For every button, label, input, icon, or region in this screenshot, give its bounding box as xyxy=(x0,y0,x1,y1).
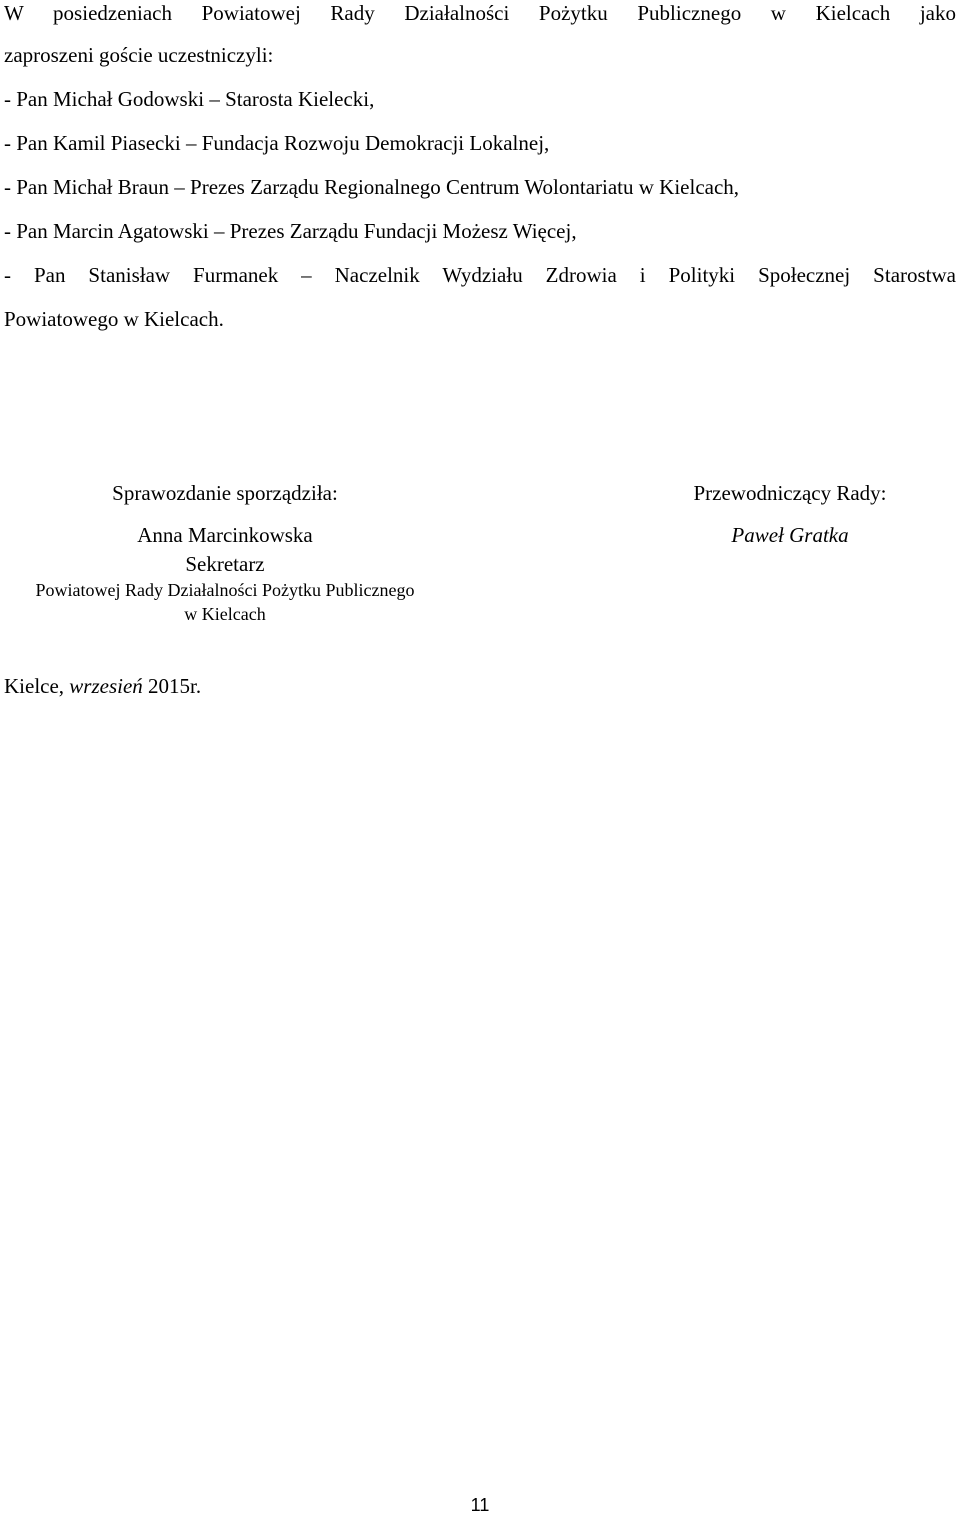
intro-line-2: zaproszeni goście uczestniczyli: xyxy=(4,43,274,67)
chairman-heading: Przewodniczący Rady: xyxy=(693,481,887,505)
date-line xyxy=(4,673,201,699)
guest-item: - Pan Stanisław Furmanek – Naczelnik Wydziału Zdrowia i Polityki Społecznej Starostwa xyxy=(4,263,956,287)
page-number: 11 xyxy=(470,1495,490,1515)
author-org-line-1: Powiatowej Rady Działalności Pożytku Publicznego xyxy=(35,580,415,600)
chairman-name: Paweł Gratka xyxy=(731,523,849,547)
author-org-line-2: w Kielcach xyxy=(184,604,266,624)
date-month: wrzesień xyxy=(69,674,143,698)
guest-item: - Pan Kamil Piasecki – Fundacja Rozwoju Demokracji Lokalnej, xyxy=(4,131,550,155)
report-author-heading: Sprawozdanie sporządziła: xyxy=(112,481,338,505)
guest-item: Powiatowego w Kielcach. xyxy=(4,307,224,331)
guest-item: - Pan Marcin Agatowski – Prezes Zarządu Fundacji Możesz Więcej, xyxy=(4,219,577,243)
author-name: Anna Marcinkowska xyxy=(137,523,313,547)
date-year: 2015r. xyxy=(142,674,202,698)
intro-line-1: W posiedzeniach Powiatowej Rady Działalności Pożytku Publicznego w Kielcach jako xyxy=(4,1,956,25)
date-city: Kielce, xyxy=(4,674,70,698)
guest-item: - Pan Michał Braun – Prezes Zarządu Regionalnego Centrum Wolontariatu w Kielcach, xyxy=(4,175,740,199)
guest-item: - Pan Michał Godowski – Starosta Kielecki, xyxy=(4,87,375,111)
author-role: Sekretarz xyxy=(185,552,265,576)
